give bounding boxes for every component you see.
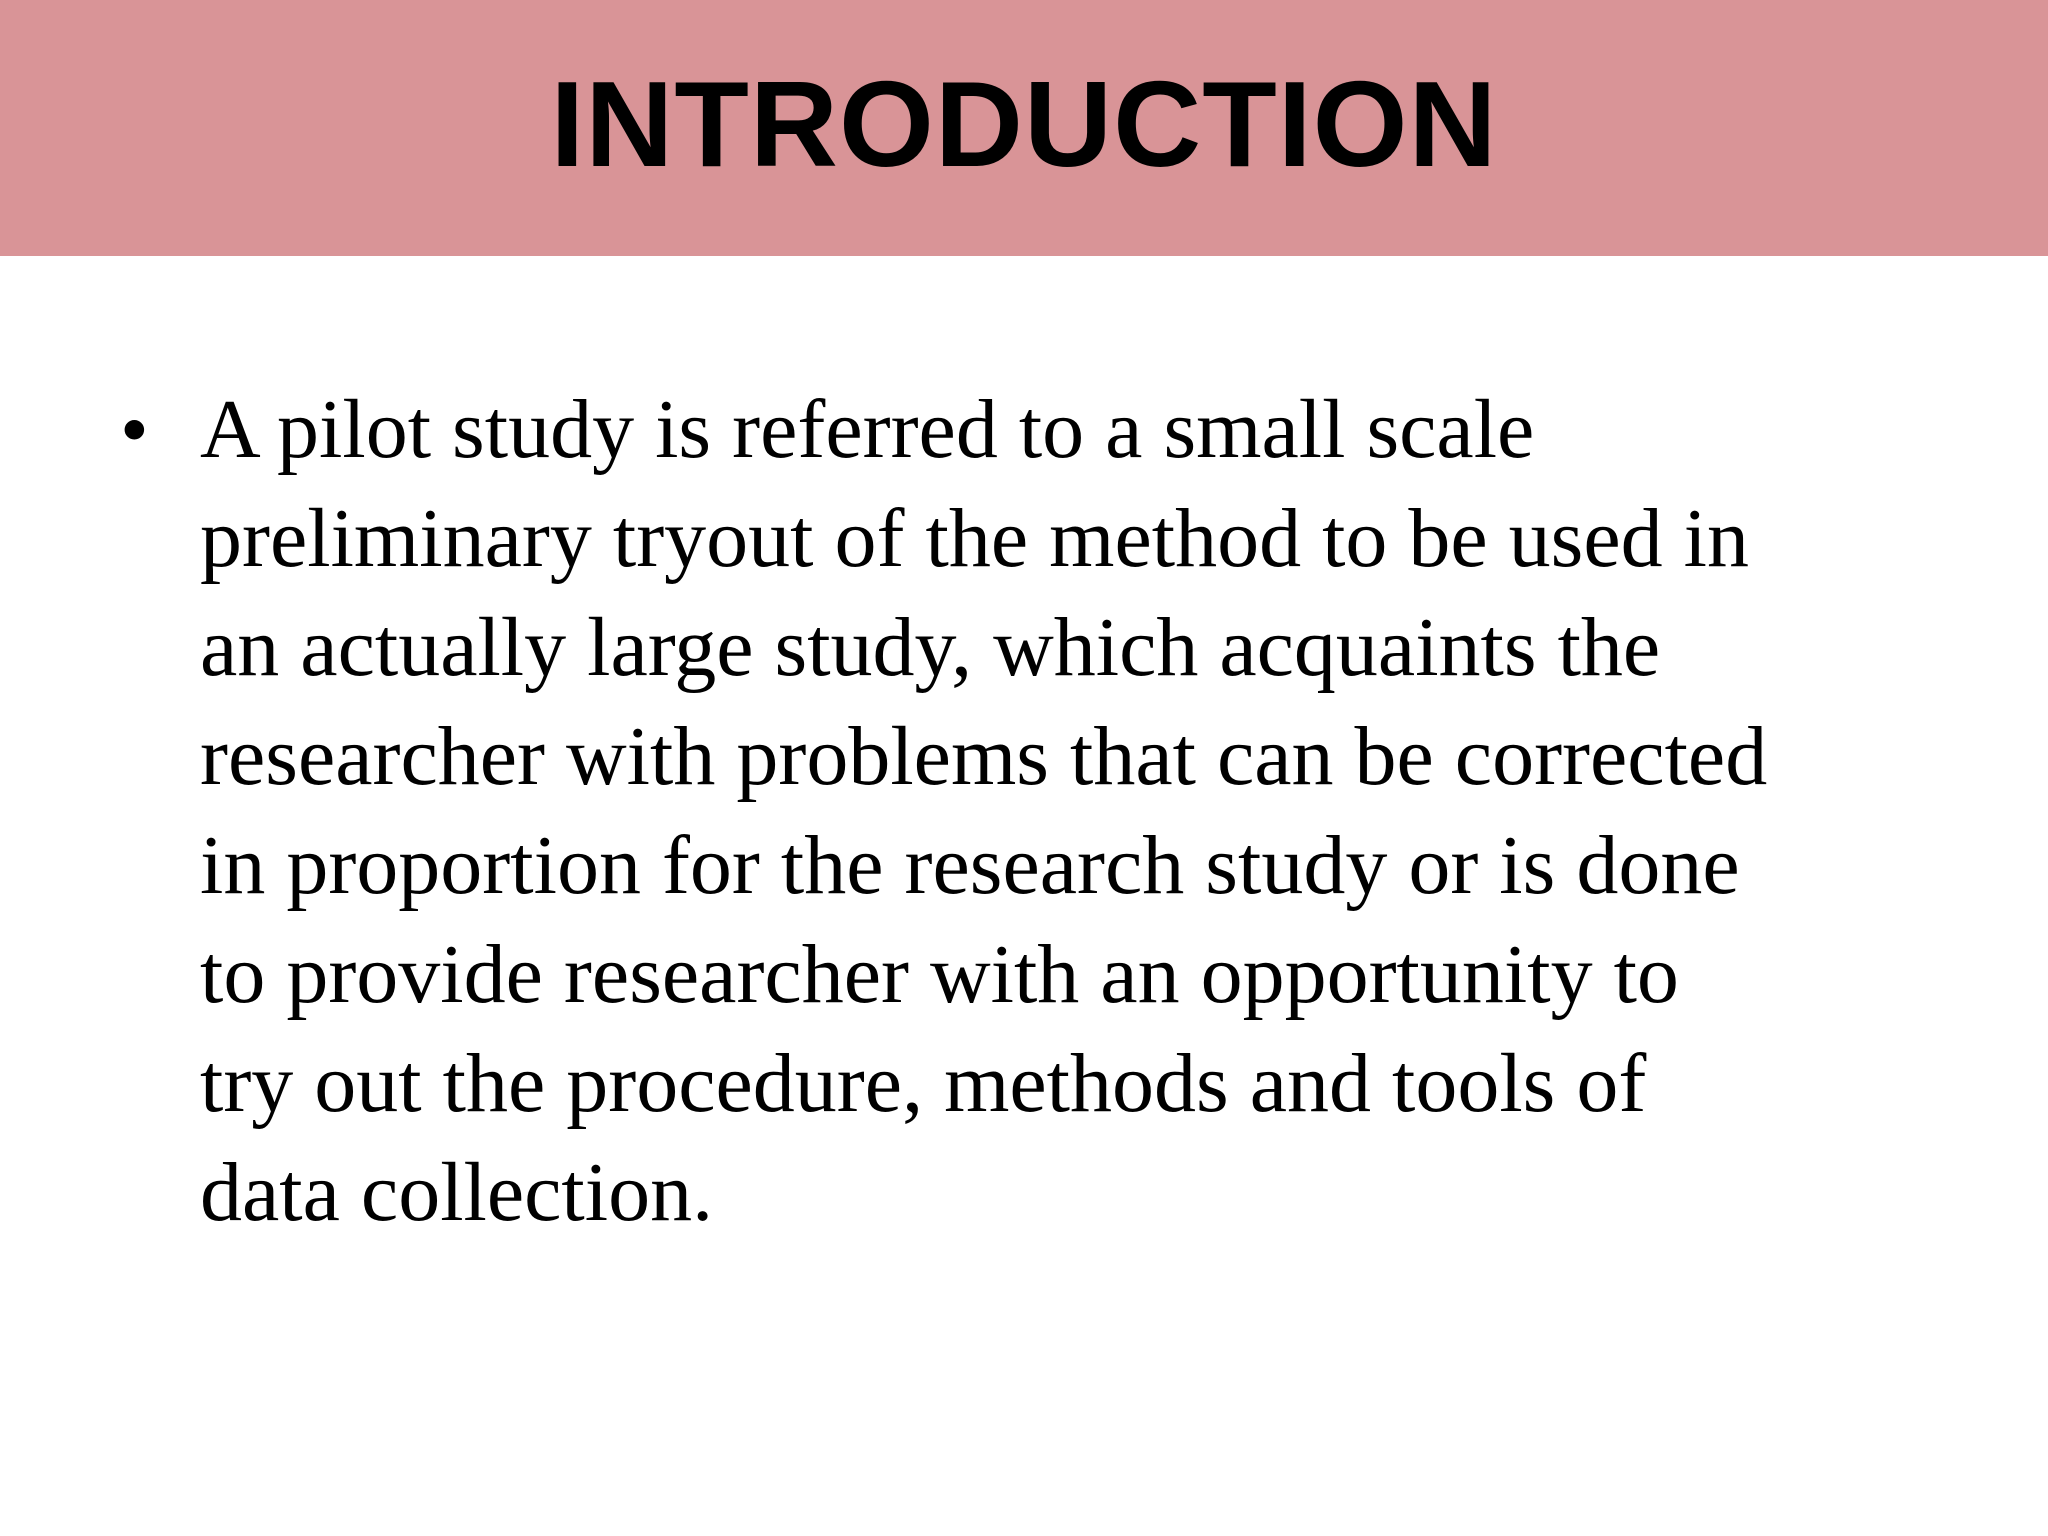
bullet-text: [200, 375, 1767, 1247]
bullet-text-line: data collection.: [200, 1146, 714, 1239]
slide-content: [120, 375, 1920, 1247]
bullet-text-line: researcher with problems that can be corrected: [200, 710, 1768, 803]
bullet-text-line: A pilot study is referred to a small scale: [200, 383, 1535, 476]
bullet-text-line: try out the procedure, methods and tools of: [200, 1037, 1647, 1130]
bullet-dot-icon: •: [120, 384, 149, 475]
bullet-item: [120, 375, 1920, 1247]
bullet-text-line: an actually large study, which acquaints the: [200, 601, 1661, 694]
slide-title: INTRODUCTION: [550, 56, 1498, 192]
bullet-text-line: preliminary tryout of the method to be used in: [200, 492, 1749, 585]
bullet-text-line: in proportion for the research study or is done: [200, 819, 1740, 912]
title-band: [0, 0, 2048, 256]
bullet-text-line: to provide researcher with an opportunity to: [200, 928, 1679, 1021]
